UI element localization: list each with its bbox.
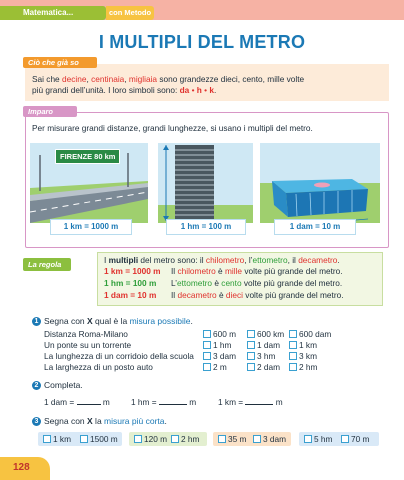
imparo-box — [25, 107, 389, 248]
checkbox[interactable] — [203, 363, 211, 371]
header-badge — [0, 6, 154, 20]
checkbox[interactable] — [80, 435, 88, 443]
checkbox[interactable] — [203, 352, 211, 360]
skyscraper-illustration — [158, 143, 253, 223]
page-title: I MULTIPLI DEL METRO — [98, 32, 306, 52]
checkbox[interactable] — [203, 341, 211, 349]
ex1-row: Distanza Roma-Milano 600 m 600 km 600 dam — [44, 329, 332, 339]
ex1-option[interactable]: 2 m — [203, 362, 227, 373]
checkbox[interactable] — [203, 330, 211, 338]
ex1-option[interactable]: 2 hm — [289, 362, 317, 373]
ex3-option[interactable]: 120 m — [134, 434, 167, 445]
ex3-option[interactable]: 1 km — [43, 434, 71, 445]
regola-label: La regola — [23, 258, 71, 271]
answer-blank[interactable] — [245, 396, 273, 405]
ex3-prompt: Segna con X la misura più corta. — [44, 416, 167, 426]
answer-blank[interactable] — [77, 396, 101, 405]
ex1-option[interactable]: 3 hm — [247, 351, 275, 362]
pool-illustration — [260, 143, 380, 223]
ex2-number: 2 — [32, 381, 41, 390]
ex3-group-3 — [213, 432, 291, 446]
checkbox[interactable] — [247, 341, 255, 349]
ex3-number: 3 — [32, 417, 41, 426]
ex2-item: 1 dam = m — [44, 397, 110, 407]
ex1-option[interactable]: 600 m — [203, 329, 236, 340]
checkbox[interactable] — [289, 341, 297, 349]
ex3-option[interactable]: 3 dam — [253, 434, 286, 445]
ex1-row: La lunghezza di un corridoio della scuola 3 dam 3 hm 3 km — [44, 351, 317, 361]
checkbox[interactable] — [289, 352, 297, 360]
regola-intro: I multipli del metro sono: il chilometro, l’ettometro, il decametro. — [104, 255, 340, 265]
ex1-prompt: Segna con X qual è la misura possibile. — [44, 316, 193, 326]
regola-row-km: 1 km = 1000 m Il chilometro è mille volte più grande del metro. — [104, 266, 343, 276]
method-label: con Metodo — [109, 8, 152, 17]
ex3-option[interactable]: 5 hm — [304, 434, 332, 445]
ex3-option[interactable]: 70 m — [341, 434, 369, 445]
caption-km: 1 km = 1000 m — [63, 222, 119, 231]
ex1-table — [44, 329, 384, 373]
ex1-option[interactable]: 2 dam — [247, 362, 280, 373]
ex1-number: 1 — [32, 317, 41, 326]
ex2-item: 1 km = m — [218, 397, 283, 407]
sapere-box — [25, 58, 389, 101]
checkbox[interactable] — [253, 435, 261, 443]
subject-label: Matematica... — [23, 8, 74, 17]
ex1-row: Un ponte su un torrente 1 hm 1 dam 1 km — [44, 340, 317, 350]
checkbox[interactable] — [247, 330, 255, 338]
caption-dam: 1 dam = 10 m — [289, 222, 341, 231]
regola-row-hm: 1 hm = 100 m L’ettometro è cento volte più grande del metro. — [104, 278, 343, 288]
checkbox[interactable] — [171, 435, 179, 443]
checkbox[interactable] — [289, 363, 297, 371]
page-number: 128 — [13, 462, 30, 473]
ex1-option[interactable]: 1 hm — [203, 340, 231, 351]
ex3-group-2 — [129, 432, 207, 446]
ex2-prompt: Completa. — [44, 380, 83, 390]
ex1-option[interactable]: 3 dam — [203, 351, 236, 362]
checkbox[interactable] — [134, 435, 142, 443]
ex3-option[interactable]: 35 m — [218, 434, 246, 445]
ex1-option[interactable]: 600 dam — [289, 329, 331, 340]
checkbox[interactable] — [304, 435, 312, 443]
checkbox[interactable] — [289, 330, 297, 338]
ex3-option[interactable]: 1500 m — [80, 434, 118, 445]
ex1-option[interactable]: 1 km — [289, 340, 317, 351]
regola-section — [25, 252, 389, 306]
checkbox[interactable] — [341, 435, 349, 443]
checkbox[interactable] — [218, 435, 226, 443]
regola-row-dam: 1 dam = 10 m Il decametro è dieci volte più grande del metro. — [104, 290, 344, 300]
ex1-row: La larghezza di un posto auto 2 m 2 dam 2 hm — [44, 362, 318, 372]
answer-blank[interactable] — [159, 396, 187, 405]
checkbox[interactable] — [247, 352, 255, 360]
sapere-text: Sai che decine, centinaia, migliaia sono grandezze dieci, cento, mille volte più grandi dell’unità. I loro simboli sono: da • h • k. — [32, 74, 305, 95]
checkbox[interactable] — [247, 363, 255, 371]
ex1-option[interactable]: 3 km — [289, 351, 317, 362]
sapere-label: Ciò che già so — [23, 57, 97, 68]
ex3-option[interactable]: 2 hm — [171, 434, 199, 445]
checkbox[interactable] — [43, 435, 51, 443]
ex1-option[interactable]: 600 km — [247, 329, 284, 340]
imparo-label: Imparo — [23, 106, 77, 117]
ex3-group-1 — [38, 432, 122, 446]
road-sign: FIRENZE 80 km — [55, 149, 120, 164]
ex3-group-4 — [299, 432, 379, 446]
imparo-text: Per misurare grandi distanze, grandi lunghezze, si usano i multipli del metro. — [32, 123, 313, 133]
caption-hm: 1 hm = 100 m — [180, 222, 232, 231]
ex1-option[interactable]: 1 dam — [247, 340, 280, 351]
ex2-item: 1 hm = m — [131, 397, 197, 407]
